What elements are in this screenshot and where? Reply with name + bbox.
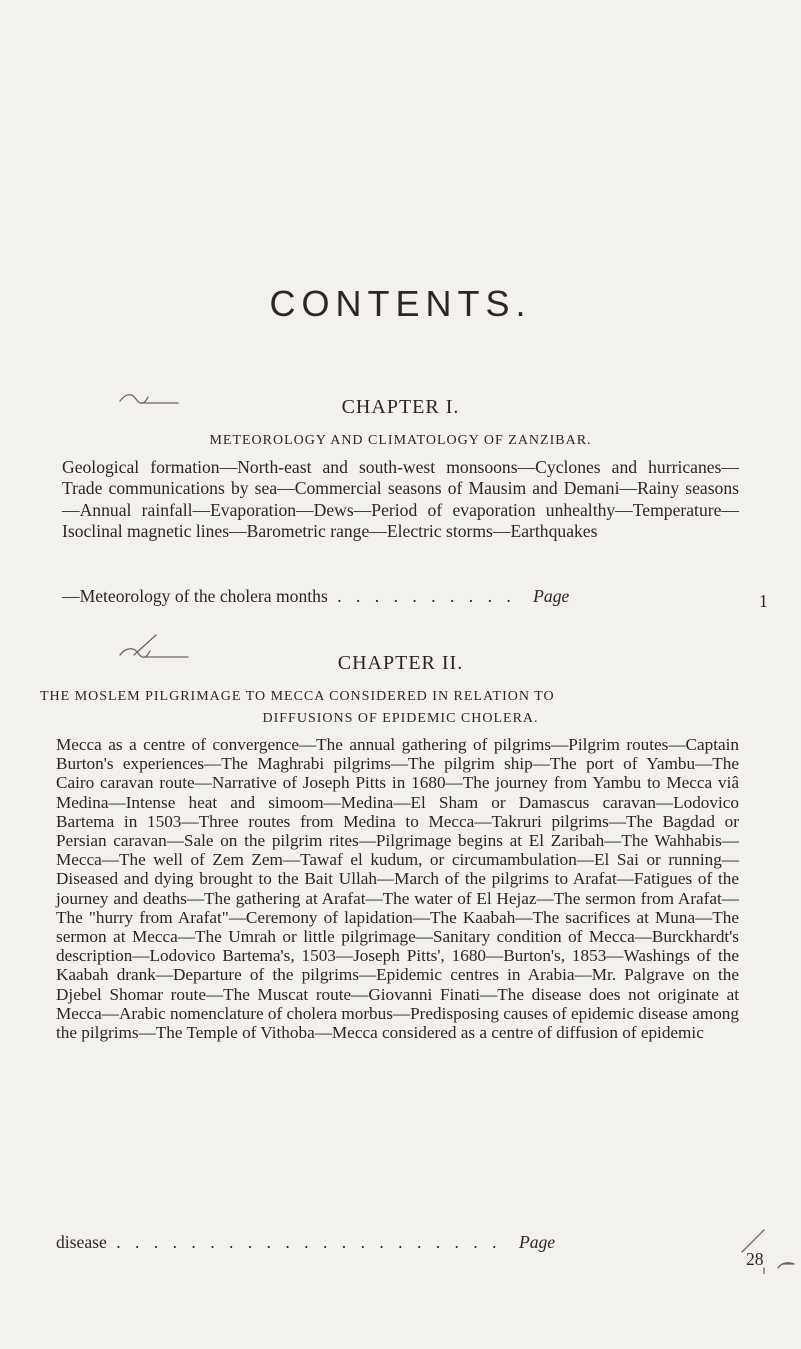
chapter-1-page-number: 1 (759, 591, 768, 611)
chapter-2-title-line-1: THE MOSLEM PILGRIMAGE TO MECCA CONSIDERED IN RELATION TO (40, 689, 555, 704)
chapter-2-title-line-2: DIFFUSIONS OF EPIDEMIC CHOLERA. (262, 711, 539, 726)
chapter-1-last-line (62, 586, 569, 607)
chapter-1-summary: Geological formation—North-east and south-west monsoons—Cyclones and hurricanes—Trade communications by sea—Commercial seasons of Mausim and Demani—Rainy seasons—Annual rainfall—Evaporation—Dews—Period of evaporation unhealthy—Temperature—Isoclinal magnetic lines—Barometric range—Electric storms—Earthquakes (62, 457, 739, 542)
chapter-1-last-text: —Meteorology of the cholera months (62, 586, 328, 606)
chapter-2-page-number: 28 (746, 1249, 764, 1269)
leader-dots: . . . . . . . . . . (327, 586, 526, 606)
leader-dots: . . . . . . . . . . . . . . . . . . . . . (106, 1232, 511, 1252)
chapter-1-page-label: Page (533, 586, 570, 606)
chapter-1-heading: CHAPTER I. (341, 396, 460, 418)
chapter-2-last-line (56, 1232, 555, 1253)
contents-heading: CONTENTS. (269, 283, 532, 324)
chapter-2-page-label: Page (518, 1232, 556, 1252)
pencil-scribble-icon (738, 1228, 798, 1274)
chapter-2-summary: Mecca as a centre of convergence—The annual gathering of pilgrims—Pilgrim routes—Captain Burton's experiences—The Maghrabi pilgrims—The pilgrim ship—The port of Yambu—The Cairo caravan route—Narrative of Joseph Pitts in 1680—The journey from Yambu to Mecca viâ Medina—Intense heat and simoom—Medina—El Sham or Damascus caravan—Lodovico Bartema in 1503—Three routes from Medina to Mecca—Takruri pilgrims—The Bagdad or Persian caravan—Sale on the pilgrim rites—Pilgrimage begins at El Zaribah—The Wahhabis—Mecca—The well of Zem Zem—Tawaf el kudum, or circumambulation—El Sai or running—Diseased and dying brought to the Bait Ullah—March of the pilgrims to Arafat—Fatigues of the journey and deaths—The gathering at Arafat—The water of El Hejaz—The sermon from Arafat—The "hurry from Arafat"—Ceremony of lapidation—The Kaabah—The sacrifices at Muna—The sermon at Mecca—The Umrah or little pilgrimage—Sanitary condition of Mecca—Burckhardt's description—Lodovico Bartema's, 1503—Joseph Pitts', 1680—Burton's, 1853—Washings of the Kaabah drank—Departure of the pilgrims—Epidemic centres in Arabia—Mr. Palgrave on the Djebel Shomar route—The Muscat route—Giovanni Finati—The disease does not originate at Mecca—Arabic nomenclature of cholera morbus—Predisposing causes of epidemic disease among the pilgrims—The Temple of Vithoba—Mecca considered as a centre of diffusion of epidemic (56, 735, 739, 1043)
chapter-2-last-text: disease (56, 1232, 107, 1252)
chapter-1-title: METEOROLOGY AND CLIMATOLOGY OF ZANZIBAR. (209, 433, 592, 448)
chapter-2-heading: CHAPTER II. (337, 652, 464, 674)
